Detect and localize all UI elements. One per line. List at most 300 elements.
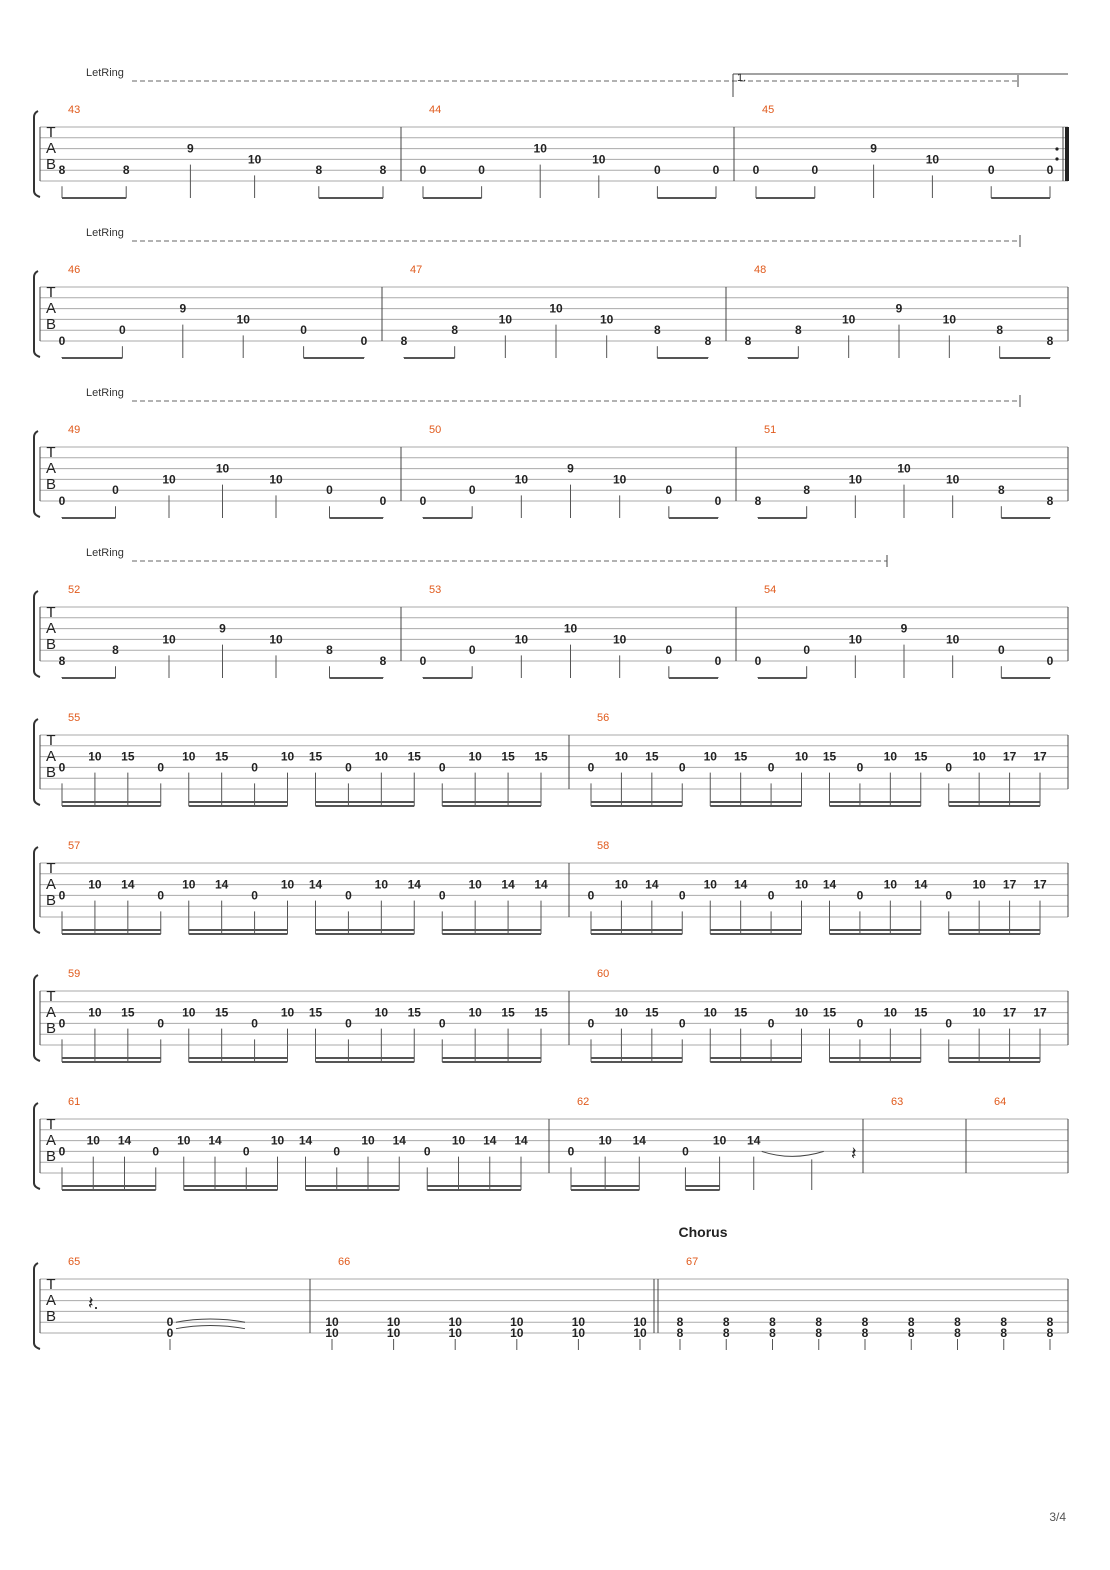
measure-number: 54	[764, 584, 777, 596]
tab-clef-letter: B	[45, 476, 57, 493]
fret-number: 14	[392, 1133, 406, 1148]
fret-number: 8	[1000, 1326, 1008, 1340]
fret-number: 8	[861, 1326, 869, 1340]
fret-number: 10	[794, 1005, 809, 1020]
fret-number: 10	[612, 472, 627, 487]
fret-number: 15	[534, 1005, 548, 1020]
measure-number: 55	[68, 712, 81, 724]
fret-number: 0	[379, 494, 387, 508]
measure-number: 47	[410, 264, 423, 276]
fret-number: 0	[326, 483, 333, 498]
letring-label: LetRing	[86, 67, 124, 79]
fret-number: 10	[571, 1315, 586, 1330]
measure-number: 48	[754, 264, 767, 276]
tie-arc	[176, 1325, 245, 1328]
fret-number: 8	[769, 1326, 776, 1340]
fret-number: 15	[121, 1005, 135, 1020]
fret-number: 0	[811, 163, 819, 178]
tab-clef-letter: T	[46, 732, 56, 749]
fret-number: 0	[166, 1326, 174, 1340]
fret-number: 14	[407, 877, 421, 892]
fret-number: 9	[870, 141, 877, 156]
fret-number: 9	[900, 621, 908, 636]
fret-number: 10	[270, 1133, 285, 1148]
fret-number: 15	[407, 1005, 421, 1020]
fret-number: 8	[803, 483, 811, 498]
staff-bracket	[34, 975, 40, 1061]
fret-number: 10	[614, 1005, 629, 1020]
fret-number: 15	[214, 749, 229, 764]
repeat-dot	[1055, 147, 1058, 150]
tab-clef-letter: B	[45, 764, 57, 781]
tab-clef-letter: B	[45, 156, 57, 173]
fret-number: 15	[645, 749, 659, 764]
fret-number: 8	[954, 1326, 961, 1340]
fret-number: 8	[861, 1315, 869, 1330]
fret-number: 0	[712, 163, 720, 178]
fret-number: 8	[794, 323, 802, 338]
fret-number: 10	[633, 1326, 647, 1340]
fret-number: 14	[214, 877, 229, 892]
fret-number: 15	[214, 1005, 229, 1020]
fret-number: 10	[374, 749, 389, 764]
fret-number: 10	[386, 1326, 401, 1340]
fret-number: 10	[612, 632, 627, 647]
fret-number: 8	[400, 334, 408, 348]
fret-number: 8	[815, 1315, 823, 1330]
repeat-thick-barline	[1065, 127, 1069, 181]
fret-number: 0	[856, 888, 864, 903]
fret-number: 14	[298, 1133, 313, 1148]
fret-number: 10	[703, 749, 717, 764]
fret-number: 10	[325, 1315, 339, 1330]
tab-clef-letter: B	[45, 1308, 57, 1325]
fret-number: 14	[117, 1133, 132, 1148]
fret-number: 15	[645, 1005, 659, 1020]
fret-number: 17	[1002, 1005, 1017, 1020]
fret-number: 8	[1000, 1315, 1008, 1330]
fret-number: 17	[1002, 749, 1017, 764]
staff-bracket	[34, 719, 40, 805]
fret-number: 0	[678, 760, 686, 775]
fret-number: 9	[219, 621, 226, 636]
fret-number: 0	[665, 643, 673, 658]
fret-number: 8	[379, 654, 387, 668]
fret-number: 10	[925, 152, 940, 167]
fret-number: 10	[468, 1005, 482, 1020]
fret-number: 10	[361, 1133, 375, 1148]
measure-number: 45	[762, 104, 775, 116]
fret-number: 10	[972, 1005, 986, 1020]
fret-number: 10	[599, 312, 614, 327]
fret-number: 10	[88, 1005, 102, 1020]
fret-number: 8	[676, 1315, 684, 1330]
fret-number: 15	[822, 749, 837, 764]
fret-number: 0	[152, 1144, 160, 1159]
fret-number: 10	[614, 749, 629, 764]
fret-number: 10	[841, 312, 856, 327]
fret-number: 0	[242, 1144, 250, 1159]
fret-number: 0	[345, 1016, 352, 1031]
measure-number: 60	[597, 968, 610, 980]
fret-number: 10	[269, 472, 283, 487]
fret-number: 0	[714, 654, 722, 668]
fret-number: 10	[280, 749, 295, 764]
measure-number: 61	[68, 1096, 81, 1108]
fret-number: 15	[308, 749, 323, 764]
fret-number: 14	[483, 1133, 497, 1148]
fret-number: 0	[345, 888, 352, 903]
fret-number: 0	[438, 888, 446, 903]
fret-number: 0	[678, 888, 686, 903]
tab-clef-letter: B	[45, 1148, 57, 1165]
fret-number: 8	[58, 163, 66, 178]
fret-number: 14	[501, 877, 515, 892]
measure-number: 62	[577, 1096, 590, 1108]
fret-number: 9	[187, 141, 194, 156]
fret-number: 10	[374, 877, 389, 892]
staff-bracket	[34, 591, 40, 677]
fret-number: 0	[360, 334, 368, 348]
fret-number: 8	[379, 163, 387, 178]
fret-number: 10	[510, 1315, 524, 1330]
fret-number: 0	[58, 334, 66, 348]
fret-number: 0	[767, 888, 775, 903]
fret-number: 10	[703, 877, 717, 892]
fret-number: 8	[122, 163, 130, 178]
fret-number: 0	[58, 1016, 66, 1031]
fret-number: 10	[848, 472, 863, 487]
fret-number: 0	[112, 483, 119, 498]
fret-number: 0	[714, 494, 722, 508]
fret-number: 0	[682, 1144, 689, 1159]
fret-number: 14	[514, 1133, 528, 1148]
fret-number: 8	[997, 483, 1005, 498]
tab-clef-letter: T	[46, 1116, 56, 1133]
fret-number: 10	[86, 1133, 100, 1148]
fret-number: 0	[1046, 163, 1054, 178]
fret-number: 10	[182, 877, 196, 892]
fret-number: 10	[703, 1005, 717, 1020]
fret-number: 8	[1046, 1326, 1054, 1340]
fret-number: 0	[997, 643, 1005, 658]
tab-clef-letter: A	[45, 300, 57, 317]
fret-number: 15	[822, 1005, 837, 1020]
fret-number: 8	[451, 323, 459, 338]
fret-number: 14	[208, 1133, 222, 1148]
fret-number: 8	[907, 1315, 915, 1330]
fret-number: 0	[58, 494, 66, 508]
fret-number: 10	[614, 877, 629, 892]
fret-number: 10	[468, 877, 482, 892]
fret-number: 10	[236, 312, 250, 327]
tab-clef-letter: A	[45, 140, 57, 157]
fret-number: 10	[451, 1133, 466, 1148]
measure-number: 65	[68, 1256, 81, 1268]
fret-number: 8	[907, 1326, 915, 1340]
fret-number: 9	[567, 461, 574, 476]
fret-number: 8	[704, 334, 712, 348]
tab-clef-letter: T	[46, 988, 56, 1005]
staff-bracket	[34, 1263, 40, 1349]
fret-number: 10	[794, 877, 809, 892]
fret-number: 15	[501, 749, 515, 764]
fret-number: 10	[162, 472, 176, 487]
fret-number: 0	[251, 888, 258, 903]
tab-clef-letter: A	[45, 876, 57, 893]
fret-number: 10	[510, 1326, 524, 1340]
tab-clef-letter: B	[45, 892, 57, 909]
fret-number: 0	[423, 1144, 431, 1159]
fret-number: 0	[587, 1016, 595, 1031]
fret-number: 0	[438, 1016, 446, 1031]
fret-number: 10	[514, 472, 529, 487]
fret-number: 14	[914, 877, 928, 892]
fret-number: 0	[767, 1016, 775, 1031]
fret-number: 0	[987, 163, 995, 178]
fret-number: 0	[754, 654, 762, 668]
fret-number: 10	[533, 141, 547, 156]
fret-number: 0	[166, 1315, 174, 1330]
fret-number: 10	[247, 152, 262, 167]
fret-number: 0	[345, 760, 352, 775]
tab-clef-letter: T	[46, 604, 56, 621]
staff-bracket	[34, 1103, 40, 1189]
fret-number: 10	[712, 1133, 727, 1148]
fret-number: 10	[215, 461, 230, 476]
fret-number: 0	[251, 760, 258, 775]
fret-number: 0	[300, 323, 307, 338]
measure-number: 67	[686, 1256, 699, 1268]
fret-number: 15	[308, 1005, 323, 1020]
fret-number: 17	[1033, 749, 1047, 764]
tie-arc	[762, 1151, 824, 1156]
fret-number: 15	[501, 1005, 515, 1020]
fret-number: 14	[308, 877, 323, 892]
fret-number: 10	[269, 632, 283, 647]
fret-number: 0	[1046, 654, 1054, 668]
tab-clef-letter: T	[46, 124, 56, 141]
tab-clef-letter: B	[45, 316, 57, 333]
measure-number: 63	[891, 1096, 904, 1108]
fret-number: 8	[754, 494, 762, 508]
measure-number: 49	[68, 424, 81, 436]
fret-number: 10	[598, 1133, 612, 1148]
fret-number: 0	[119, 323, 126, 338]
letring-label: LetRing	[86, 547, 124, 559]
fret-number: 15	[733, 749, 748, 764]
fret-number: 15	[914, 1005, 928, 1020]
measure-number: 64	[994, 1096, 1007, 1108]
fret-number: 0	[468, 643, 476, 658]
fret-number: 8	[815, 1326, 823, 1340]
fret-number: 10	[374, 1005, 389, 1020]
fret-number: 10	[162, 632, 176, 647]
fret-number: 8	[1046, 1315, 1054, 1330]
quarter-rest: 𝄽	[850, 1143, 857, 1164]
fret-number: 0	[856, 1016, 864, 1031]
fret-number: 0	[157, 760, 165, 775]
measure-number: 43	[68, 104, 81, 116]
fret-number: 0	[478, 163, 485, 178]
fret-number: 0	[438, 760, 446, 775]
fret-number: 0	[419, 654, 427, 668]
fret-number: 14	[747, 1133, 761, 1148]
fret-number: 10	[897, 461, 911, 476]
tab-clef-letter: A	[45, 1004, 57, 1021]
measure-number: 44	[429, 104, 442, 116]
fret-number: 0	[856, 760, 864, 775]
staff-bracket	[34, 847, 40, 933]
staff-bracket	[34, 271, 40, 357]
fret-number: 0	[567, 1144, 575, 1159]
fret-number: 14	[121, 877, 135, 892]
page-number: 3/4	[1049, 1510, 1066, 1524]
fret-number: 8	[722, 1326, 730, 1340]
fret-number: 10	[972, 877, 986, 892]
measure-number: 56	[597, 712, 610, 724]
fret-number: 8	[744, 334, 752, 348]
tab-clef-letter: A	[45, 1292, 57, 1309]
fret-number: 0	[58, 1144, 66, 1159]
fret-number: 10	[182, 1005, 196, 1020]
fret-number: 10	[848, 632, 863, 647]
tab-clef-letter: A	[45, 460, 57, 477]
fret-number: 8	[326, 643, 333, 658]
tab-clef-letter: B	[45, 1020, 57, 1037]
tab-clef-letter: T	[46, 860, 56, 877]
fret-number: 8	[676, 1326, 684, 1340]
tab-clef-letter: A	[45, 1132, 57, 1149]
fret-number: 17	[1002, 877, 1017, 892]
fret-number: 10	[386, 1315, 401, 1330]
tab-clef-letter: T	[46, 284, 56, 301]
fret-number: 17	[1033, 877, 1047, 892]
repeat-dot	[1055, 157, 1058, 160]
measure-number: 53	[429, 584, 442, 596]
volta-label: 1.	[737, 72, 747, 84]
section-label: Chorus	[678, 1224, 728, 1240]
fret-number: 0	[419, 163, 427, 178]
fret-number: 10	[883, 1005, 898, 1020]
fret-number: 0	[333, 1144, 341, 1159]
fret-number: 15	[407, 749, 421, 764]
fret-number: 15	[534, 749, 548, 764]
measure-number: 52	[68, 584, 81, 596]
fret-number: 0	[945, 760, 953, 775]
tab-clef-letter: B	[45, 636, 57, 653]
fret-number: 10	[177, 1133, 191, 1148]
fret-number: 0	[587, 888, 595, 903]
fret-number: 10	[514, 632, 529, 647]
fret-number: 0	[803, 643, 811, 658]
fret-number: 0	[157, 1016, 165, 1031]
fret-number: 10	[325, 1326, 339, 1340]
fret-number: 10	[182, 749, 196, 764]
fret-number: 8	[769, 1315, 776, 1330]
fret-number: 10	[794, 749, 809, 764]
fret-number: 8	[58, 654, 66, 668]
fret-number: 0	[654, 163, 661, 178]
tab-clef-letter: A	[45, 620, 57, 637]
tab-clef-letter: A	[45, 748, 57, 765]
fret-number: 14	[534, 877, 548, 892]
fret-number: 0	[945, 1016, 953, 1031]
fret-number: 14	[822, 877, 837, 892]
fret-number: 10	[468, 749, 482, 764]
fret-number: 10	[883, 749, 898, 764]
fret-number: 10	[88, 877, 102, 892]
fret-number: 8	[1046, 334, 1054, 348]
fret-number: 8	[996, 323, 1004, 338]
fret-number: 8	[722, 1315, 730, 1330]
fret-number: 15	[121, 749, 135, 764]
measure-number: 46	[68, 264, 81, 276]
fret-number: 14	[645, 877, 659, 892]
fret-number: 10	[571, 1326, 586, 1340]
fret-number: 0	[752, 163, 760, 178]
fret-number: 10	[883, 877, 898, 892]
letring-label: LetRing	[86, 227, 124, 239]
fret-number: 9	[179, 301, 187, 316]
measure-number: 59	[68, 968, 81, 980]
fret-number: 10	[972, 749, 986, 764]
fret-number: 14	[733, 877, 748, 892]
fret-number: 8	[1046, 494, 1054, 508]
fret-number: 10	[280, 877, 295, 892]
staff-bracket	[34, 111, 40, 197]
letring-label: LetRing	[86, 387, 124, 399]
fret-number: 10	[945, 632, 960, 647]
fret-number: 0	[419, 494, 427, 508]
fret-number: 0	[767, 760, 775, 775]
measure-number: 51	[764, 424, 777, 436]
staff-bracket	[34, 431, 40, 517]
fret-number: 0	[945, 888, 953, 903]
fret-number: 8	[954, 1315, 961, 1330]
fret-number: 10	[945, 472, 960, 487]
fret-number: 10	[592, 152, 606, 167]
fret-number: 10	[448, 1326, 462, 1340]
fret-number: 0	[587, 760, 595, 775]
tab-clef-letter: T	[46, 444, 56, 461]
fret-number: 10	[448, 1315, 462, 1330]
fret-number: 0	[468, 483, 476, 498]
fret-number: 10	[280, 1005, 295, 1020]
measure-number: 66	[338, 1256, 351, 1268]
measure-number: 50	[429, 424, 442, 436]
fret-number: 15	[733, 1005, 748, 1020]
fret-number: 0	[678, 1016, 686, 1031]
fret-number: 10	[549, 301, 563, 316]
fret-number: 8	[315, 163, 323, 178]
fret-number: 10	[88, 749, 102, 764]
fret-number: 8	[112, 643, 119, 658]
fret-number: 0	[157, 888, 165, 903]
fret-number: 15	[914, 749, 928, 764]
measure-number: 57	[68, 840, 81, 852]
fret-number: 0	[665, 483, 673, 498]
tab-clef-letter: T	[46, 1276, 56, 1293]
fret-number: 14	[632, 1133, 646, 1148]
fret-number: 0	[58, 760, 66, 775]
fret-number: 10	[498, 312, 513, 327]
quarter-rest: 𝄽.	[88, 1293, 99, 1313]
fret-number: 0	[58, 888, 66, 903]
fret-number: 8	[653, 323, 661, 338]
fret-number: 10	[633, 1315, 647, 1330]
fret-number: 10	[563, 621, 578, 636]
